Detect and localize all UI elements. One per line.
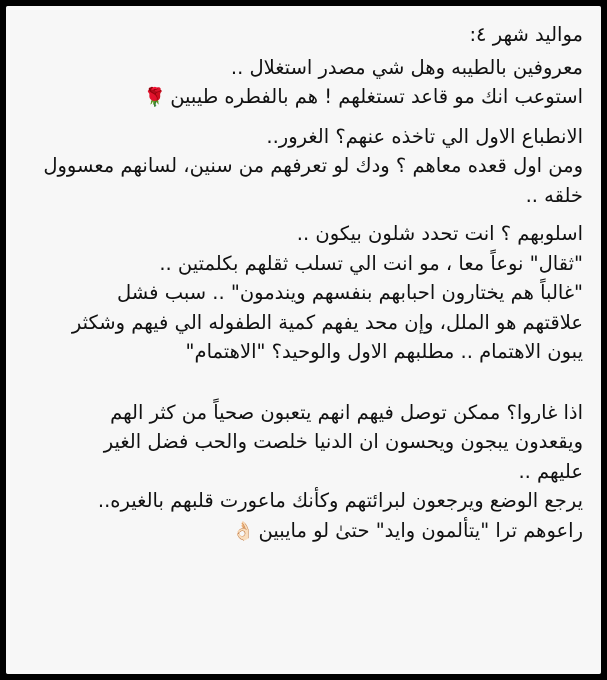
text-line: معروفين بالطيبه وهل شي مصدر استغلال .. <box>230 55 583 79</box>
text-line: "ثقال" نوعاً معا ، مو انت الي تسلب ثقلهم بكلمتين .. <box>159 251 583 275</box>
note-title-block <box>24 20 583 50</box>
text-line: يبون الاهتمام .. مطلبهم الاول والوحيد؟ "الاهتمام" <box>185 340 583 363</box>
text-line: ويقعدون يبجون ويحسون ان الدنيا خلصت والحب فضل الغير <box>103 430 583 453</box>
text-line-with-icon <box>24 516 583 547</box>
text-line: "غالباً هم يختارون احبابهم بنفسهم ويندمون" .. سبب فشل <box>117 281 583 304</box>
text-line: اذا غاروا؟ ممكن توصل فيهم انهم يتعبون صحياً من كثر الهم <box>110 400 583 424</box>
text-line: اسلوبهم ؟ انت تحدد شلون بيكون .. <box>296 222 583 245</box>
paragraph-4 <box>24 398 583 547</box>
text-line: عليهم .. <box>518 459 583 483</box>
paragraph-2 <box>24 122 583 211</box>
text-line: استوعب انك مو قاعد تستغلهم ! هم بالفطره طيبين <box>170 85 583 108</box>
text-line: ومن اول قعده معاهم ؟ ودك لو تعرفهم من سنين، لسانهم معسوول <box>43 154 583 177</box>
text-line-with-icon <box>24 82 583 113</box>
rose-icon: 🌹 <box>143 87 167 108</box>
text-line: يرجع الوضع ويرجعون لبرائتهم وكأنك ماعورت قلبهم بالغيره.. <box>97 489 583 512</box>
text-line: خلقه .. <box>525 183 583 207</box>
paragraph-1 <box>24 53 583 113</box>
note-title: مواليد شهر ٤: <box>469 23 583 46</box>
text-line: علاقتهم هو الملل، وإن محد يفهم كمية الطفوله الي فيهم وشكثر <box>71 310 583 334</box>
ok-hand-icon: 👌🏻 <box>232 520 255 542</box>
paragraph-3 <box>24 219 583 367</box>
paragraph-gap <box>24 376 583 398</box>
text-line: راعوهم ترا "يتألمون وايد" حتىٰ لو مايبين <box>258 518 583 542</box>
text-line: الانطباع الاول الي تاخذه عنهم؟ الغرور.. <box>266 124 583 148</box>
note-card <box>6 6 601 674</box>
note-text <box>24 20 583 555</box>
